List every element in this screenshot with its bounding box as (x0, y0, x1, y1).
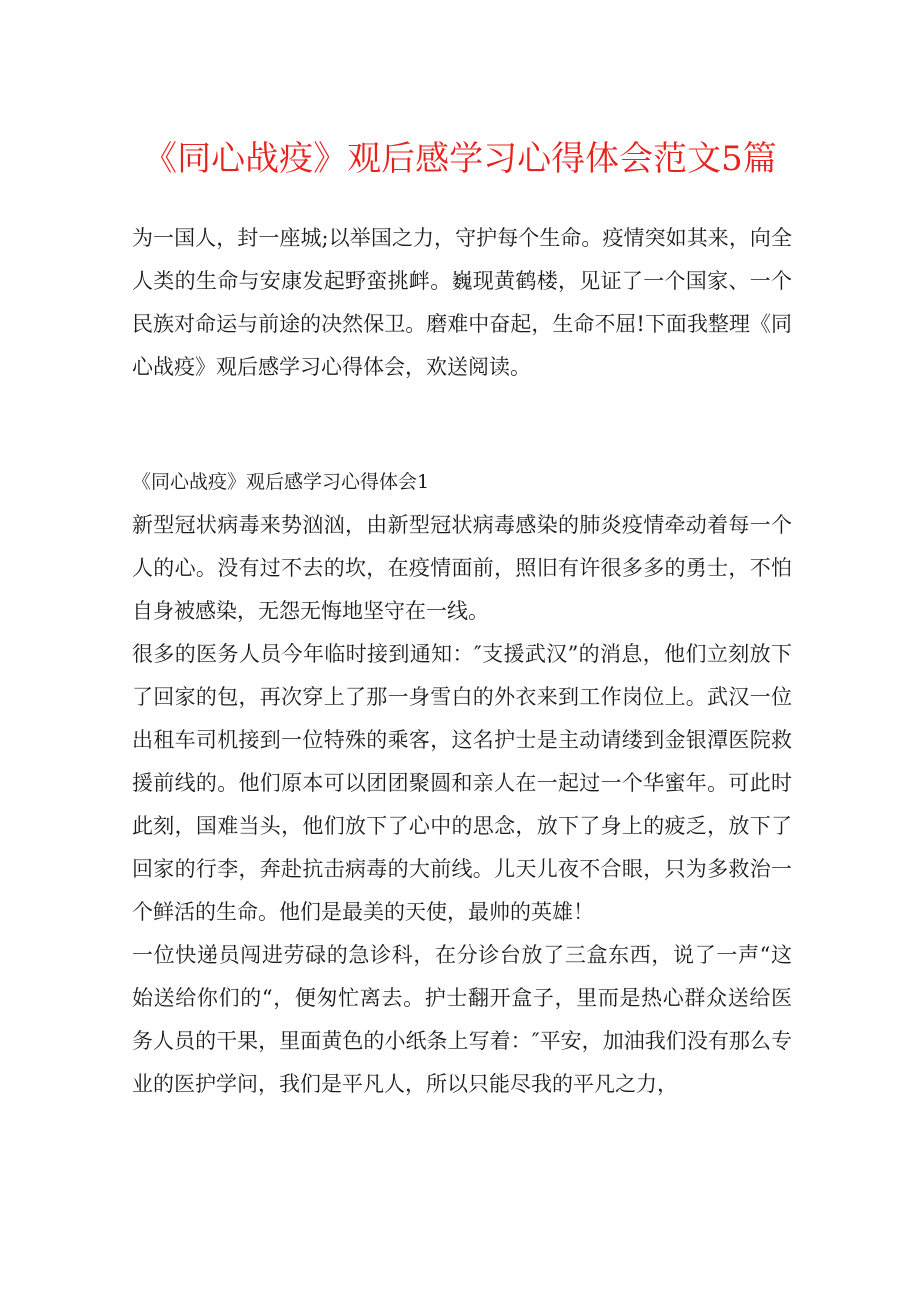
body-paragraph-3: 一位快递员闯进劳碌的急诊科，在分诊台放了三盒东西，说了一声“这始送给你们的“，便匆忙离去。护士翻开盒子，里而是热心群众送给医务人员的干果，里面黄色的小纸条上写着：″平安，加油我们没有那么专业的医护学问，我们是平凡人，所以只能尽我的平凡之力， (132, 943, 792, 1096)
section-heading: 《同心战疫》观后感学习心得体会1 (132, 471, 430, 493)
intro-block (132, 217, 792, 389)
intro-paragraph: 为一国人，封一座城;以举国之力，守护每个生命。疫情突如其来，向全人类的生命与安康发起野蛮挑衅。巍现黄鹤楼，见证了一个国家、一个民族对命运与前途的决然保卫。磨难中奋起，生命不屈!下面我整理《同心战疫》观后感学习心得体会，欢送阅读。 (132, 226, 792, 379)
body-paragraph-2: 很多的医务人员今年临时接到通知：″支援武汉”的消息，他们立刻放下了回家的包，再次穿上了那一身雪白的外衣来到工作岗位上。武汉一位出租车司机接到一位特殊的乘客，这名护士是主动请缕到金银潭医院救援前线的。他们原本可以团团聚圆和亲人在一起过一个华蜜年。可此时此刻，国难当头，他们放下了心中的思念，放下了身上的疲乏，放下了回家的行李，奔赴抗击病毒的大前线。儿天儿夜不合眼，只为多救治一个鲜活的生命。他们是最美的天使，最帅的英雄！ (132, 642, 792, 924)
body-paragraph-1: 新型冠状病毒来势汹汹，由新型冠状病毒感染的肺炎疫情牵动着每一个人的心。没有过不去的坎，在疫情面前，照旧有许很多多的勇士，不怕自身被感染，无怨无悔地坚守在一线。 (132, 513, 792, 623)
section-1 (132, 461, 792, 1106)
document-title: 《同心战疫》观后感学习心得体会范文5篇 (143, 139, 777, 179)
